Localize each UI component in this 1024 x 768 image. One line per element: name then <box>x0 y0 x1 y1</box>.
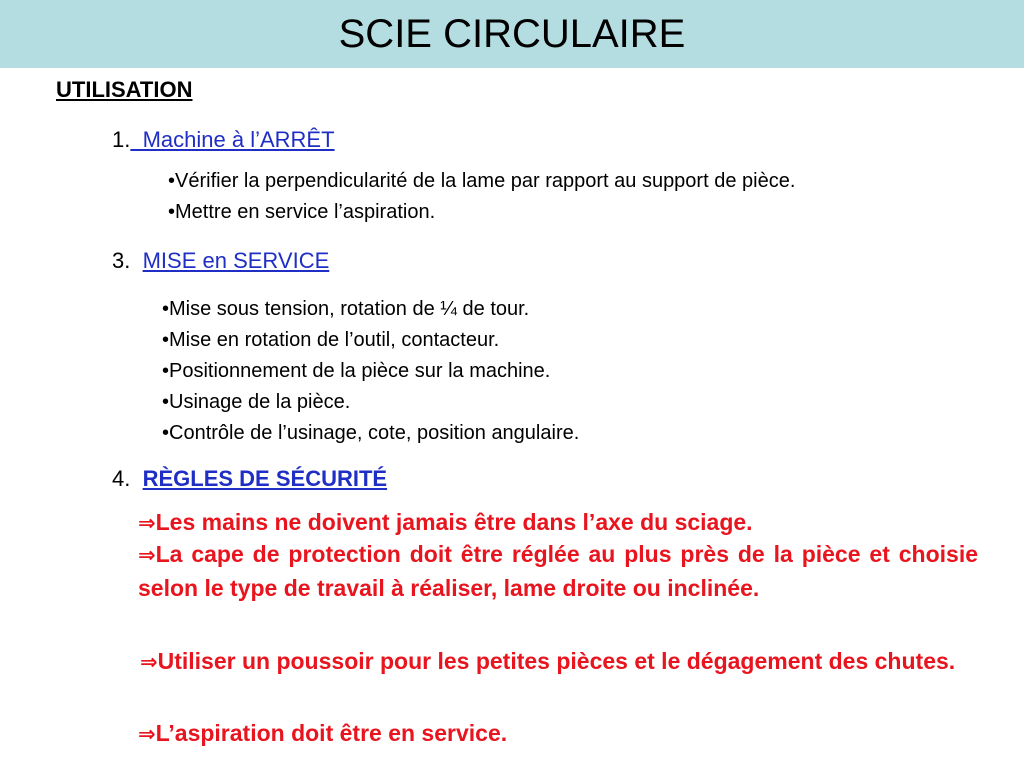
list-item: • Mettre en service l’aspiration. <box>168 197 795 228</box>
title-bar <box>0 0 1024 68</box>
list-item: • Mise sous tension, rotation de ¼ de tour. <box>162 294 579 325</box>
safety-rule <box>138 506 998 540</box>
list-item: • Positionnement de la pièce sur la machine. <box>162 356 579 387</box>
safety-rule-text: L’aspiration doit être en service. <box>155 720 508 746</box>
safety-rule-text: Utiliser un poussoir pour les petites pièces et le dégagement des chutes. <box>157 648 956 674</box>
bullet-list-arret <box>168 166 795 228</box>
list-item: • Contrôle de l’usinage, cote, position angulaire. <box>162 418 579 449</box>
implies-arrow-icon: ⇒ <box>138 512 156 535</box>
implies-arrow-icon: ⇒ <box>140 651 158 674</box>
list-item: • Vérifier la perpendicularité de la lame par rapport au support de pièce. <box>168 166 795 197</box>
bullet-list-service <box>162 294 579 449</box>
safety-rule-text: La cape de protection doit être réglée au plus près de la pièce et choisie selon le type de travail à réaliser, lame droite ou inclinée. <box>138 541 978 601</box>
heading-number: 4. <box>112 466 131 491</box>
heading-mise-en-service <box>112 247 329 275</box>
safety-rule <box>138 538 978 604</box>
safety-rule <box>138 717 998 751</box>
safety-rule <box>140 645 1010 679</box>
heading-text: RÈGLES DE SÉCURITÉ <box>142 466 388 491</box>
heading-number: 3. <box>112 248 131 273</box>
heading-text: MISE en SERVICE <box>142 248 330 273</box>
safety-rule-text: Les mains ne doivent jamais être dans l’axe du sciage. <box>155 509 753 535</box>
heading-regles-securite <box>112 465 387 493</box>
heading-text: Machine à l’ARRÊT <box>130 127 335 152</box>
heading-machine-arret <box>112 126 335 154</box>
list-item: • Mise en rotation de l’outil, contacteur. <box>162 325 579 356</box>
list-item: • Usinage de la pièce. <box>162 387 579 418</box>
implies-arrow-icon: ⇒ <box>138 544 156 567</box>
heading-number: 1. <box>112 127 131 152</box>
slide-title: SCIE CIRCULAIRE <box>338 12 686 56</box>
implies-arrow-icon: ⇒ <box>138 723 156 746</box>
section-label: UTILISATION <box>56 77 193 102</box>
